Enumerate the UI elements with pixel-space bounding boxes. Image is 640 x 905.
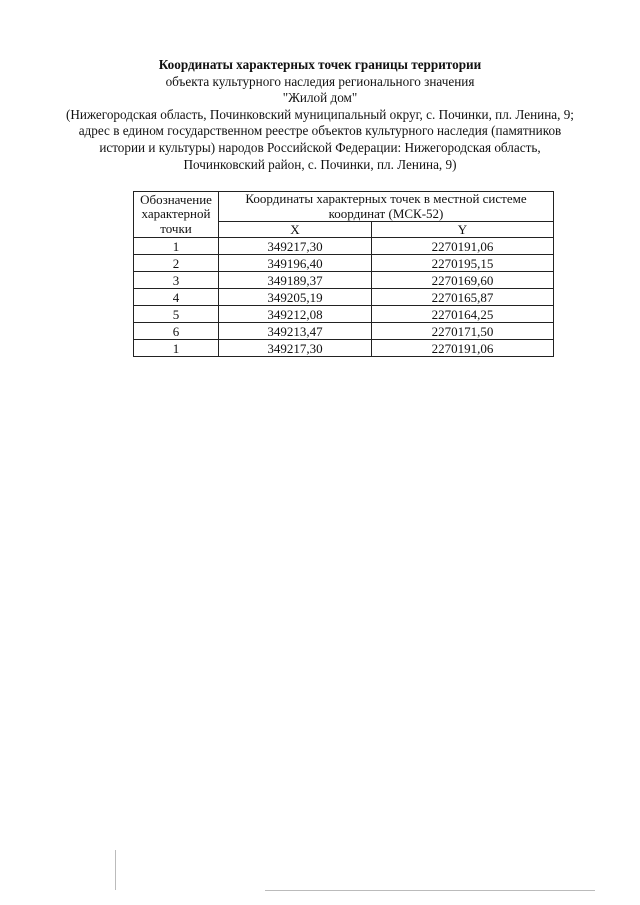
heading-line: "Жилой дом"	[282, 90, 358, 106]
y-cell: 2270191,06	[372, 340, 554, 357]
x-cell: 349212,08	[219, 306, 372, 323]
y-cell: 2270191,06	[372, 238, 554, 255]
scan-artifact-line	[265, 890, 595, 891]
table-row	[134, 340, 554, 357]
heading-line: истории и культуры) народов Российской Федерации: Нижегородская область,	[99, 139, 541, 155]
y-column-header: Y	[372, 222, 554, 238]
y-cell: 2270171,50	[372, 323, 554, 340]
point-cell: 5	[134, 306, 219, 323]
point-cell: 3	[134, 272, 219, 289]
x-cell: 349189,37	[219, 272, 372, 289]
x-cell: 349217,30	[219, 238, 372, 255]
point-cell: 1	[134, 238, 219, 255]
point-cell: 4	[134, 289, 219, 306]
heading-line: (Нижегородская область, Починковский муниципальный округ, с. Починки, пл. Ленина, 9;	[66, 106, 574, 122]
y-cell: 2270164,25	[372, 306, 554, 323]
scan-artifact-line	[115, 850, 116, 890]
x-column-header: X	[219, 222, 372, 238]
point-cell: 2	[134, 255, 219, 272]
coordinates-column-header: Координаты характерных точек в местной системе координат (МСК-52)	[219, 192, 554, 222]
table-row	[134, 238, 554, 255]
table-row	[134, 272, 554, 289]
x-cell: 349217,30	[219, 340, 372, 357]
table-row	[134, 289, 554, 306]
document-title: Координаты характерных точек границы территории	[158, 57, 482, 72]
point-column-header: Обозначение характерной точки	[134, 192, 219, 238]
heading-line: объекта культурного наследия регионального значения	[165, 73, 475, 89]
y-cell: 2270195,15	[372, 255, 554, 272]
coordinates-table	[133, 191, 554, 357]
document-heading	[40, 57, 600, 173]
table-row	[134, 255, 554, 272]
y-cell: 2270169,60	[372, 272, 554, 289]
table-row	[134, 306, 554, 323]
heading-line: адрес в едином государственном реестре объектов культурного наследия (памятников	[78, 123, 562, 139]
x-cell: 349196,40	[219, 255, 372, 272]
y-cell: 2270165,87	[372, 289, 554, 306]
heading-line: Починковский район, с. Починки, пл. Ленина, 9)	[183, 156, 457, 172]
table-row	[134, 323, 554, 340]
point-cell: 1	[134, 340, 219, 357]
point-cell: 6	[134, 323, 219, 340]
x-cell: 349205,19	[219, 289, 372, 306]
x-cell: 349213,47	[219, 323, 372, 340]
